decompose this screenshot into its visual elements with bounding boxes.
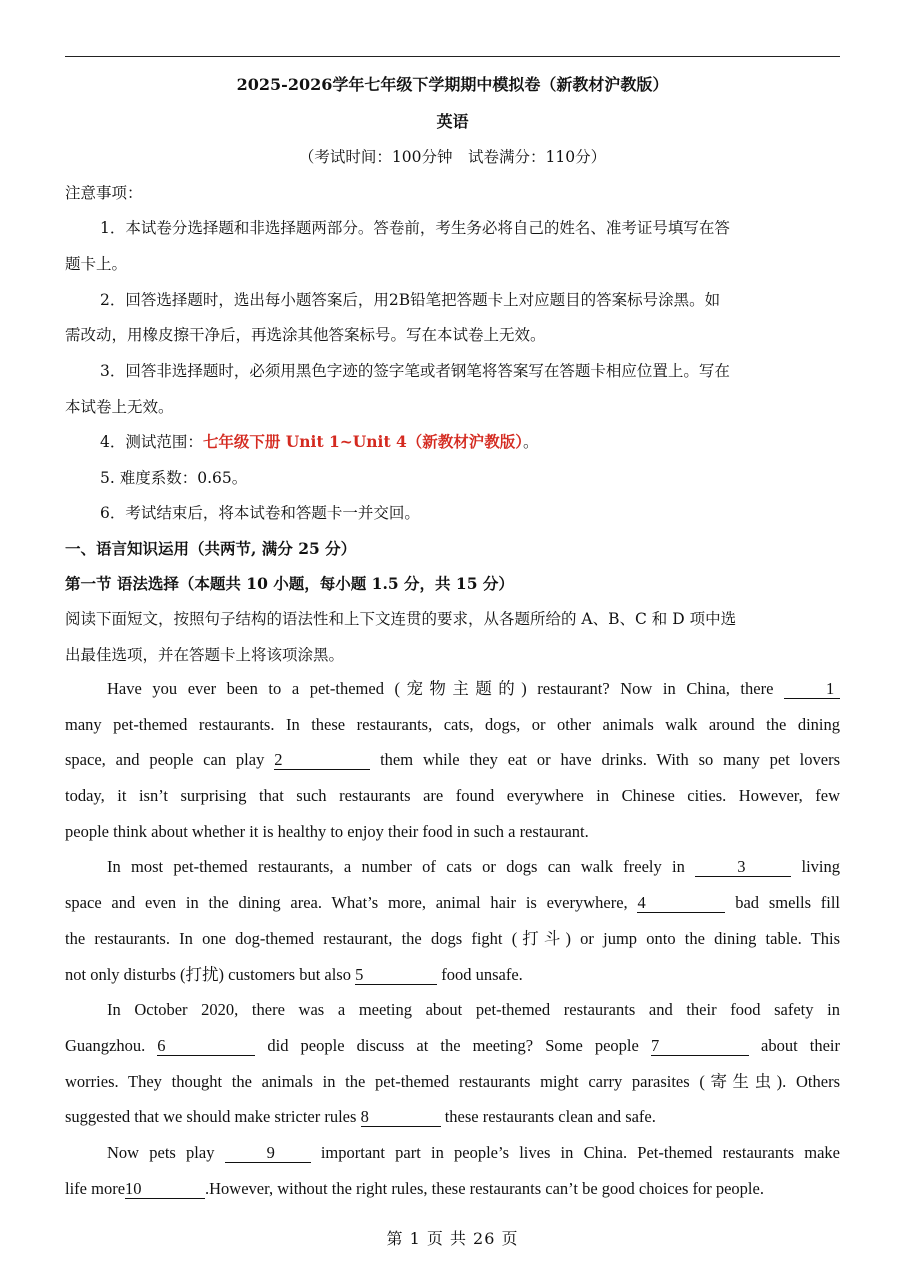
blank-8: 8 — [361, 1108, 441, 1127]
blank-5: 5 — [355, 966, 437, 985]
note-1-line-2: 题卡上。 — [65, 255, 128, 273]
subject-title: 英语 — [436, 112, 469, 131]
instruction-line-1: 阅读下面短文，按照句子结构的语法性和上下文连贯的要求，从各题所给的 A、B、C 和 D 项中选 — [65, 610, 737, 628]
passage-line: In most pet-themed restaurants, a number of cats or dogs can walk freely in 3 living — [107, 857, 840, 877]
notes-heading: 注意事项： — [65, 184, 143, 202]
note-4-prefix: 4．测试范围： — [100, 433, 203, 451]
note-1-line-1: 1．本试卷分选择题和非选择题两部分。答卷前，考生务必将自己的姓名、准考证号填写在答 — [100, 219, 730, 237]
note-2-line-1: 2．回答选择题时，选出每小题答案后，用2B铅笔把答题卡上对应题目的答案标号涂黑。如 — [100, 291, 721, 309]
header-rule — [65, 56, 840, 57]
note-6: 6．考试结束后，将本试卷和答题卡一并交回。 — [100, 504, 420, 522]
passage-line: life more10 .However, without the right rules, these restaurants can’t be good choices for people. — [65, 1178, 764, 1198]
section-title: 第一节 语法选择（本题共 10 小题，每小题 1.5 分，共 15 分） — [65, 574, 514, 593]
passage-line: space and even in the dining area. What’s more, animal hair is everywhere, 4 bad smells fill — [65, 893, 840, 913]
part-title: 一、语言知识运用（共两节, 满分 25 分） — [65, 539, 357, 558]
exam-info: （考试时间：100分钟 试卷满分：110分） — [298, 148, 607, 166]
page-number: 第 1 页 共 26 页 — [386, 1229, 519, 1248]
note-5: 5. 难度系数：0.65。 — [100, 469, 248, 487]
blank-1: 1 — [784, 680, 840, 699]
blank-3: 3 — [695, 858, 791, 877]
note-4 — [100, 430, 539, 452]
note-2-line-2: 需改动，用橡皮擦干净后，再选涂其他答案标号。写在本试卷上无效。 — [65, 326, 546, 344]
passage-line: worries. They thought the animals in the pet-themed restaurants might carry parasites (寄生虫). Others — [65, 1071, 840, 1091]
blank-4: 4 — [637, 894, 725, 913]
passage-line: today, it isn’t surprising that such restaurants are found everywhere in Chinese cities. However, few — [65, 786, 840, 806]
blank-9: 9 — [225, 1144, 311, 1163]
passage — [65, 671, 840, 1206]
passage-line: suggested that we should make stricter rules 8 these restaurants clean and safe. — [65, 1107, 656, 1127]
passage-line: the restaurants. In one dog-themed restaurant, the dogs fight (打斗) or jump onto the dining table. This — [65, 928, 840, 948]
passage-line: Have you ever been to a pet-themed (宠物主题的) restaurant? Now in China, there 1 — [65, 671, 840, 707]
blank-7: 7 — [651, 1037, 749, 1056]
note-4-suffix: 。 — [523, 433, 539, 451]
passage-line: Guangzhou. 6 did people discuss at the meeting? Some people 7 about their — [65, 1035, 840, 1055]
test-range: 七年级下册 Unit 1~Unit 4（新教材沪教版） — [202, 432, 524, 451]
passage-line: Now pets play 9 important part in people’s lives in China. Pet-themed restaurants make — [107, 1142, 840, 1162]
passage-line: space, and people can play 2 them while they eat or have drinks. With so many pet lovers — [65, 750, 840, 770]
passage-line: people think about whether it is healthy to enjoy their food in such a restaurant. — [65, 821, 589, 841]
note-3-line-2: 本试卷上无效。 — [65, 398, 174, 416]
blank-10: 10 — [125, 1180, 205, 1199]
passage-line: not only disturbs (打扰) customers but also 5 food unsafe. — [65, 964, 523, 984]
exam-title: 2025-2026学年七年级下学期期中模拟卷（新教材沪教版） — [236, 75, 669, 94]
blank-6: 6 — [157, 1037, 255, 1056]
blank-2: 2 — [274, 751, 370, 770]
passage-line: many pet-themed restaurants. In these restaurants, cats, dogs, or other animals walk around the dining — [65, 714, 840, 734]
instruction-line-2: 出最佳选项，并在答题卡上将该项涂黑。 — [65, 646, 345, 664]
passage-line: In October 2020, there was a meeting about pet-themed restaurants and their food safety in — [107, 1000, 840, 1020]
note-3-line-1: 3．回答非选择题时，必须用黑色字迹的签字笔或者钢笔将答案写在答题卡相应位置上。写在 — [100, 362, 730, 380]
